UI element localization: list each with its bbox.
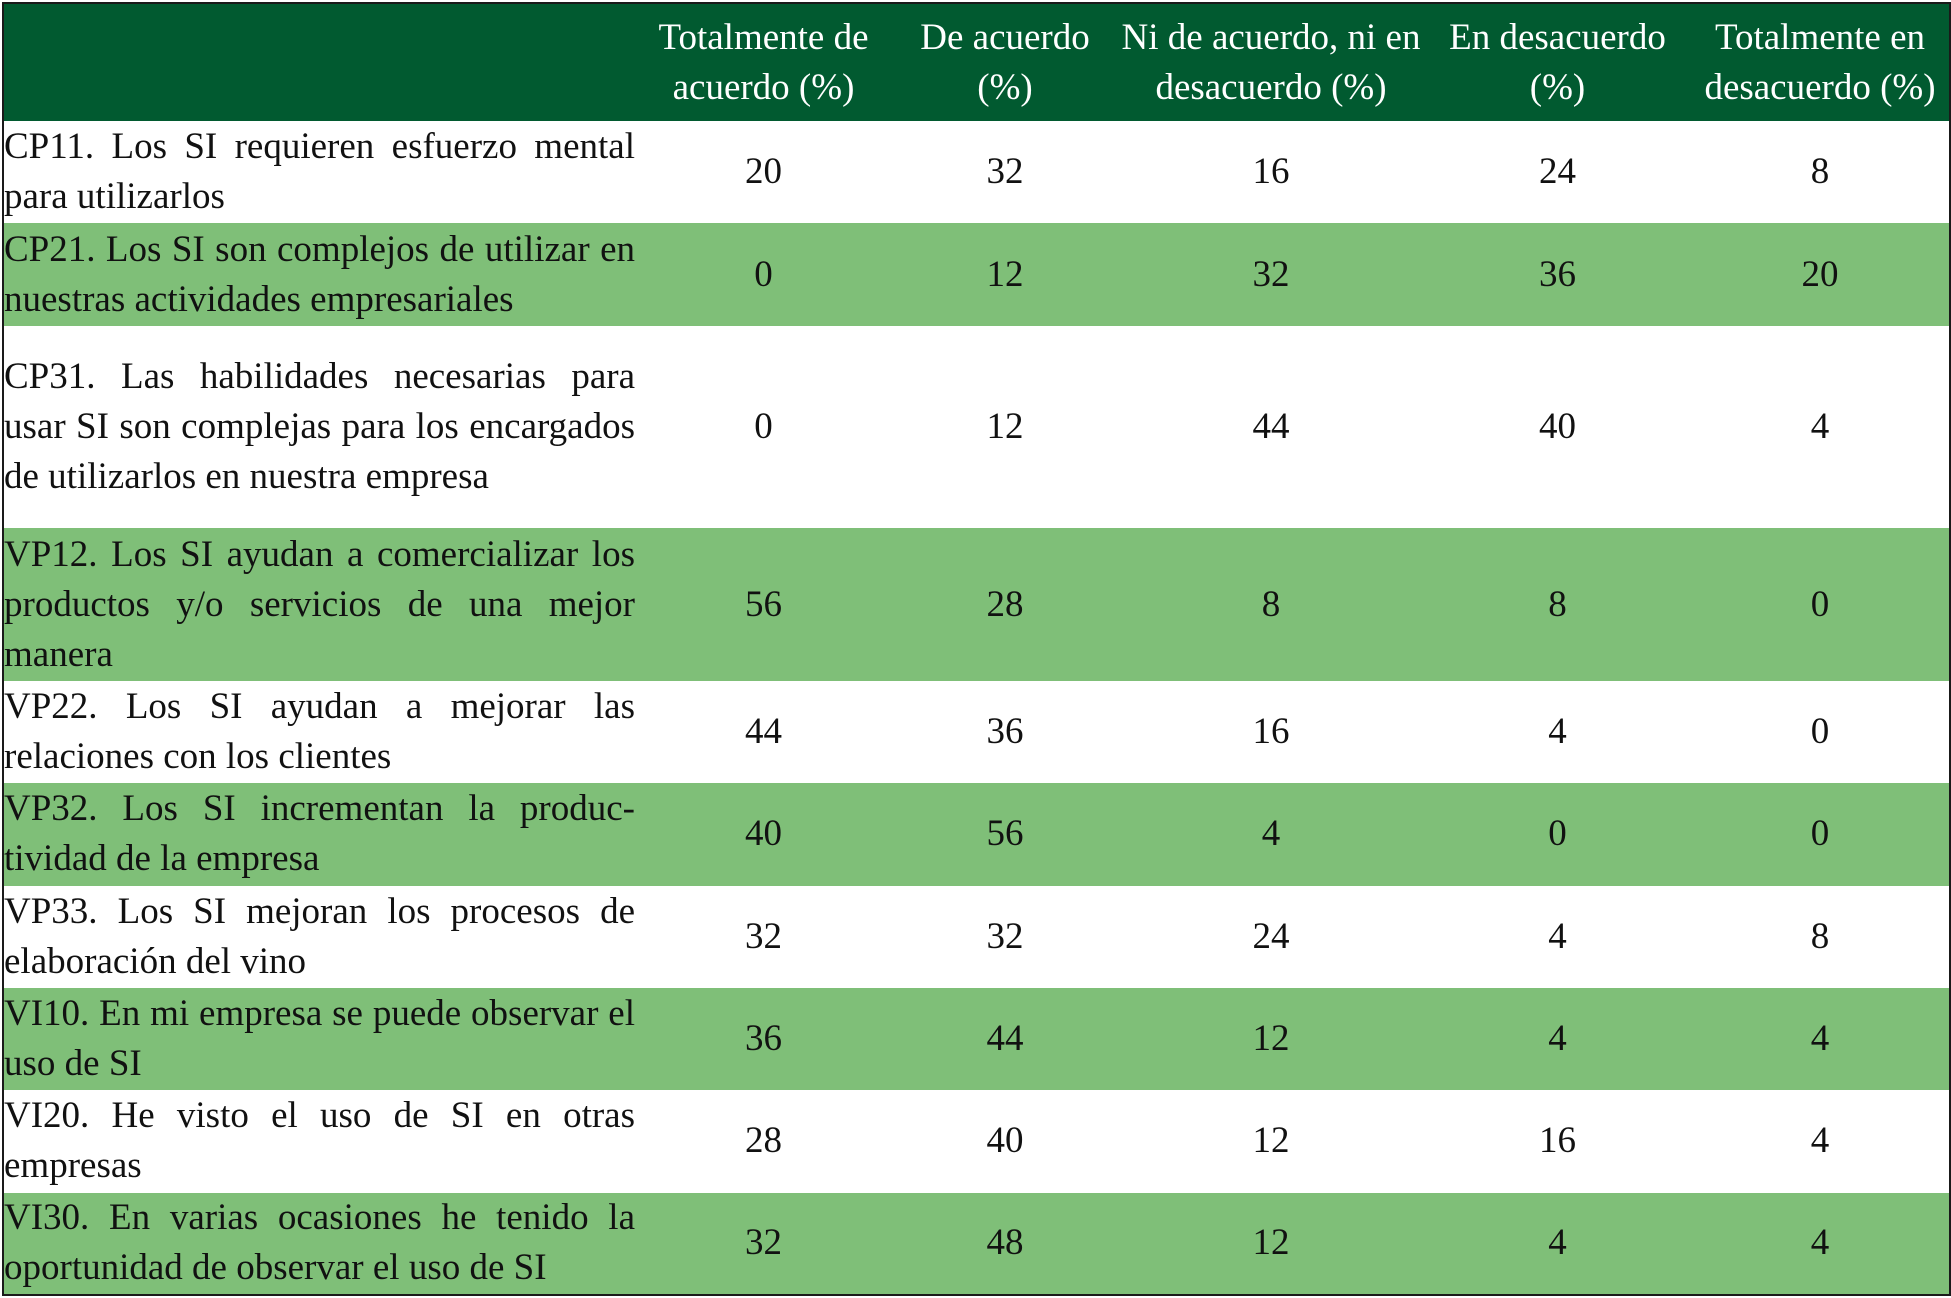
statement-cell: VP12. Los SI ayudan a comercializar los productos y/o servicios de una mejor manera — [4, 533, 635, 675]
value-cell: 32 — [1252, 253, 1290, 295]
table-row — [3, 121, 1950, 223]
value-cell: 8 — [1810, 915, 1830, 957]
value-cell: 40 — [1539, 406, 1576, 448]
value-cell: 32 — [986, 151, 1024, 193]
table-row — [3, 528, 1950, 681]
value-cell: 0 — [1810, 583, 1830, 625]
header-en-desacuerdo: En desacuerdo (%) — [1449, 16, 1666, 108]
value-cell: 8 — [1261, 583, 1281, 625]
statement-cell: CP31. Las habilidades necesarias para usar SI son complejas para los encargados de utilizarlos en nuestra empresa — [4, 356, 635, 498]
table-row — [3, 783, 1950, 885]
value-cell: 4 — [1810, 1018, 1830, 1060]
table-row — [3, 1193, 1950, 1295]
value-cell: 4 — [1810, 1120, 1830, 1162]
value-cell: 12 — [1252, 1222, 1290, 1264]
header-statement — [3, 3, 635, 121]
value-cell: 12 — [1252, 1120, 1290, 1162]
value-cell: 20 — [1801, 253, 1839, 295]
value-cell: 24 — [1539, 151, 1576, 193]
table-row — [3, 223, 1950, 325]
value-cell: 4 — [1548, 711, 1567, 753]
value-cell: 8 — [1548, 583, 1567, 625]
value-cell: 4 — [1548, 1222, 1567, 1264]
value-cell: 44 — [745, 711, 782, 753]
value-cell: 4 — [1261, 813, 1281, 855]
value-cell: 24 — [1252, 915, 1290, 957]
table-row — [3, 1090, 1950, 1192]
header-ni-de-acuerdo-ni-en-desacuerdo: Ni de acuerdo, ni en desacuerdo (%) — [1121, 16, 1421, 108]
value-cell: 20 — [745, 151, 782, 193]
value-cell: 0 — [1810, 711, 1830, 753]
table-row — [3, 886, 1950, 988]
value-cell: 40 — [986, 1120, 1024, 1162]
value-cell: 16 — [1539, 1120, 1576, 1162]
value-cell: 32 — [986, 915, 1024, 957]
table-row — [3, 326, 1950, 529]
value-cell: 36 — [745, 1018, 782, 1060]
value-cell: 0 — [754, 253, 773, 295]
statement-cell: CP11. Los SI requieren esfuerzo mental para utilizarlos — [4, 126, 635, 218]
value-cell: 0 — [1548, 813, 1567, 855]
value-cell: 36 — [986, 711, 1024, 753]
header-row — [3, 3, 1950, 121]
survey-results-table — [2, 2, 1951, 1296]
statement-cell: VP22. Los SI ayudan a mejorar las relaciones con los clientes — [4, 686, 635, 778]
value-cell: 36 — [1539, 253, 1576, 295]
table-row — [3, 681, 1950, 783]
value-cell: 48 — [986, 1222, 1024, 1264]
value-cell: 44 — [1252, 406, 1290, 448]
header-de-acuerdo: De acuerdo (%) — [920, 16, 1090, 108]
value-cell: 40 — [745, 813, 782, 855]
header-totalmente-en-desacuerdo: Totalmente en desacuerdo (%) — [1704, 16, 1936, 108]
value-cell: 28 — [745, 1120, 782, 1162]
value-cell: 44 — [986, 1018, 1024, 1060]
value-cell: 32 — [745, 915, 782, 957]
value-cell: 12 — [1252, 1018, 1290, 1060]
statement-cell: VP33. Los SI mejoran los procesos de elaboración del vino — [4, 890, 635, 982]
value-cell: 16 — [1252, 711, 1290, 753]
statement-cell: CP21. Los SI son complejos de utilizar en nuestras actividades empresariales — [4, 228, 635, 320]
value-cell: 16 — [1252, 151, 1290, 193]
value-cell: 32 — [745, 1222, 782, 1264]
statement-cell: VI20. He visto el uso de SI en otras empresas — [4, 1095, 635, 1187]
header-totalmente-de-acuerdo: Totalmente de acuerdo (%) — [658, 16, 869, 108]
statement-cell: VI10. En mi empresa se puede observar el uso de SI — [4, 993, 635, 1085]
value-cell: 12 — [986, 253, 1024, 295]
table-row — [3, 988, 1950, 1090]
value-cell: 28 — [986, 583, 1024, 625]
value-cell: 12 — [986, 406, 1024, 448]
value-cell: 4 — [1810, 406, 1830, 448]
value-cell: 56 — [745, 583, 782, 625]
value-cell: 0 — [754, 406, 773, 448]
statement-cell: VI30. En varias ocasiones he tenido la oportunidad de observar el uso de SI — [4, 1197, 635, 1289]
value-cell: 0 — [1810, 813, 1830, 855]
value-cell: 8 — [1810, 151, 1830, 193]
value-cell: 56 — [986, 813, 1024, 855]
value-cell: 4 — [1810, 1222, 1830, 1264]
value-cell: 4 — [1548, 915, 1567, 957]
value-cell: 4 — [1548, 1018, 1567, 1060]
statement-cell: VP32. Los SI incrementan la productividad de la empresa — [4, 788, 635, 880]
